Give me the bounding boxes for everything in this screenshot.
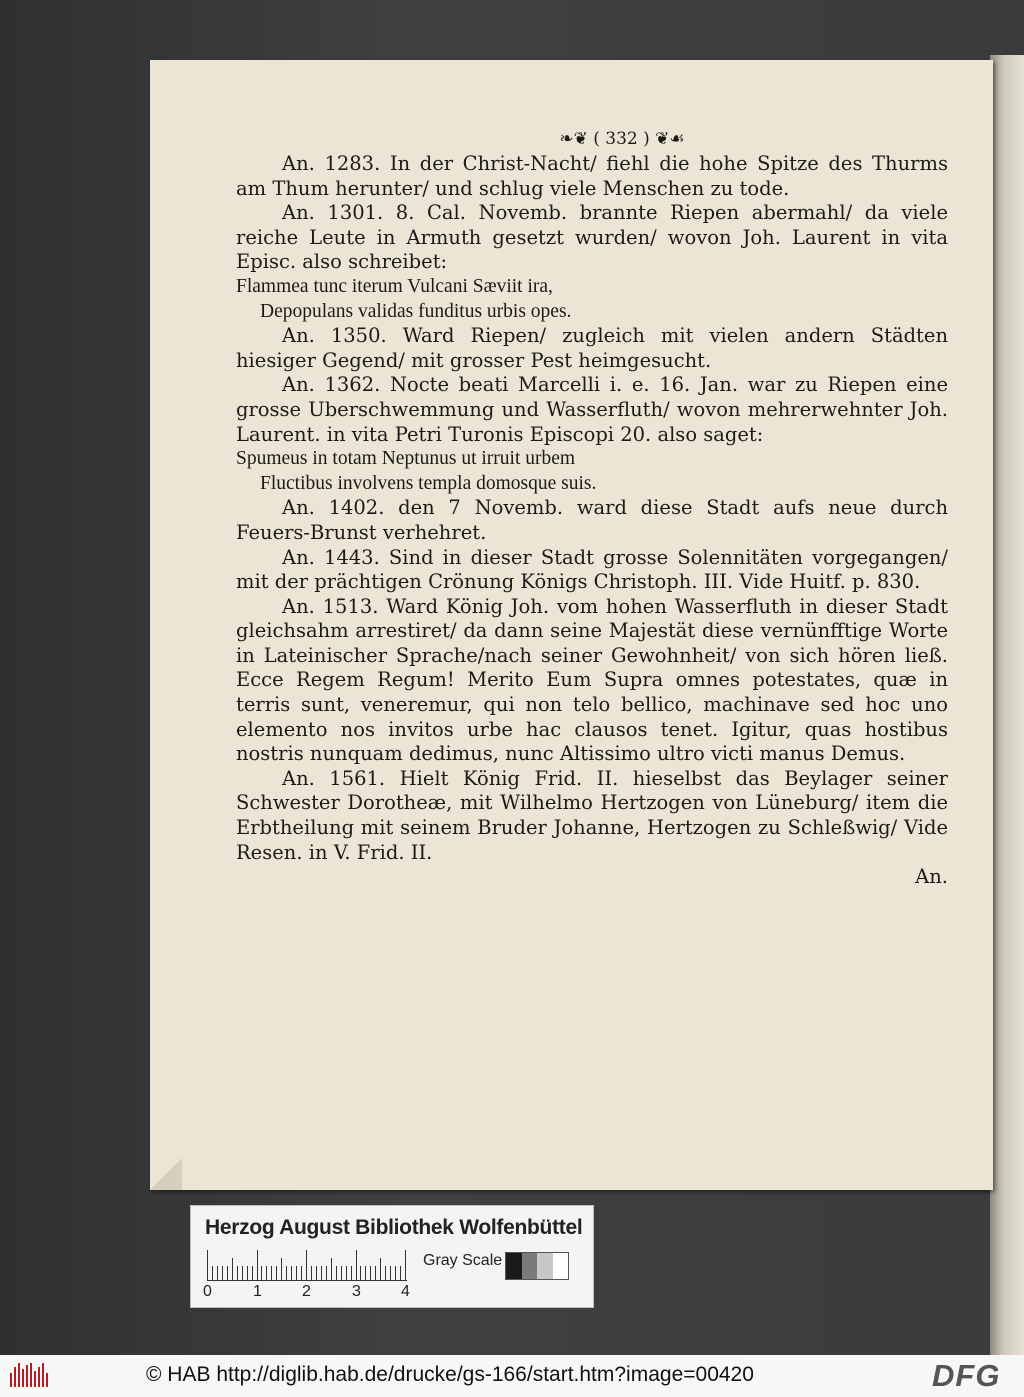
ruler-tick xyxy=(326,1266,327,1280)
ruler-tick xyxy=(301,1266,302,1280)
ruler-tick xyxy=(227,1266,228,1280)
ruler-baseline xyxy=(207,1280,407,1281)
ruler-tick xyxy=(291,1266,292,1280)
library-title: Herzog August Bibliothek Wolfenbüttel xyxy=(205,1216,583,1239)
ruler-number: 4 xyxy=(401,1283,410,1300)
gray-scale-label: Gray Scale xyxy=(423,1252,503,1269)
ruler-tick xyxy=(207,1250,208,1280)
hab-logo-icon xyxy=(10,1363,50,1387)
ruler-tick xyxy=(247,1266,248,1280)
ruler-tick xyxy=(375,1266,376,1280)
ruler-tick xyxy=(385,1266,386,1280)
color-ruler-card xyxy=(190,1205,594,1308)
ruler-tick xyxy=(232,1258,233,1280)
page-text xyxy=(236,128,948,890)
page-corner-fold xyxy=(150,1158,182,1190)
ornament-left-icon: ❧❦ xyxy=(559,129,594,149)
entry-1513: An. 1513. Ward König Joh. vom hohen Wasserfluth in dieser Stadt gleichsahm arrestiret/ da dann seine Majestät diese vernünfftige Worte in Lateinischer Sprache/nach seiner Gewohnheit/ von sich hören ließ. Ecce Regem Regum! Merito Eum Supra omnes potestates, quæ in terris sunt, veneremur, qui non telo bellico, machinave sed hoc uno elemento nos invitos urbe hac clausos tenet. Igitur, quas hostibus nostris nunquam dedimus, nunc Altissimo ultro victi manus Demus. xyxy=(236,594,948,766)
ruler-tick xyxy=(400,1266,401,1280)
ruler-tick xyxy=(405,1250,406,1280)
ruler-tick xyxy=(316,1266,317,1280)
verse-line: Depopulans validas funditus urbis opes. xyxy=(260,300,572,322)
ruler-tick xyxy=(217,1266,218,1280)
ruler-tick xyxy=(321,1266,322,1280)
entry-1362: An. 1362. Nocte beati Marcelli i. e. 16. Jan. war zu Riepen eine grosse Uberschwemmung und Wasserfluth/ wovon mehrerwehnter Joh. Laurent. in vita Petri Turonis Episcopi 20. also saget: xyxy=(236,373,948,446)
ruler-tick xyxy=(242,1266,243,1280)
footer-bar xyxy=(0,1355,1024,1397)
footer-credit-link[interactable]: © HAB http://diglib.hab.de/drucke/gs-166/start.htm?image=00420 xyxy=(146,1363,754,1386)
ruler-tick xyxy=(286,1266,287,1280)
ruler-tick xyxy=(311,1266,312,1280)
ruler-tick xyxy=(212,1266,213,1280)
entry-1301: An. 1301. 8. Cal. Novemb. brannte Riepen abermahl/ da viele reiche Leute in Armuth gesetzt wurden/ wovon Joh. Laurent in vita Episc. also schreibet: xyxy=(236,201,948,274)
gray-swatch xyxy=(537,1253,553,1279)
verse-line: Spumeus in totam Neptunus ut irruit urbem xyxy=(236,448,576,470)
ruler-number: 3 xyxy=(352,1283,361,1300)
ruler-tick xyxy=(380,1258,381,1280)
ruler-tick xyxy=(390,1266,391,1280)
ruler-number: 1 xyxy=(253,1283,262,1300)
ruler-tick xyxy=(266,1266,267,1280)
entry-1283: An. 1283. In der Christ-Nacht/ fiehl die hohe Spitze des Thurms am Thum herunter/ und schlug viele Menschen zu tode. xyxy=(236,152,948,200)
ornament-right-icon: ❦☙ xyxy=(649,129,685,149)
ruler-tick xyxy=(360,1266,361,1280)
ruler-tick xyxy=(346,1266,347,1280)
gray-swatch xyxy=(553,1253,569,1279)
gray-swatch xyxy=(506,1253,522,1279)
ruler-number: 2 xyxy=(302,1283,311,1300)
ruler-tick xyxy=(370,1266,371,1280)
ruler-tick xyxy=(222,1266,223,1280)
verse-line: Flammea tunc iterum Vulcani Sæviit ira, xyxy=(236,275,553,297)
dfg-logo: DFG xyxy=(932,1358,1001,1393)
ruler-tick xyxy=(341,1266,342,1280)
gray-swatch xyxy=(522,1253,538,1279)
ruler-tick xyxy=(296,1266,297,1280)
entry-1561: An. 1561. Hielt König Frid. II. hieselbst das Beylager seiner Schwester Dorotheæ, mit Wilhelmo Hertzogen von Lüneburg/ item die Erbtheilung mit seinem Bruder Johanne, Hertzogen zu Schleßwig/ Vide Resen. in V. Frid. II. xyxy=(236,766,948,864)
page-header xyxy=(296,128,948,150)
verse-line: Fluctibus involvens templa domosque suis. xyxy=(260,472,597,494)
ruler-number: 0 xyxy=(203,1283,212,1300)
gray-scale-swatches xyxy=(505,1252,569,1280)
ruler-tick xyxy=(257,1250,258,1280)
page-number: ( 332 ) xyxy=(593,129,650,149)
entry-1443: An. 1443. Sind in dieser Stadt grosse Solennitäten vorgegangen/ mit der prächtigen Crönung Königs Christoph. III. Vide Huitf. p. 830. xyxy=(236,545,948,594)
ruler-tick xyxy=(252,1266,253,1280)
entry-1402: An. 1402. den 7 Novemb. ward diese Stadt aufs neue durch Feuers-Brunst verhehret. xyxy=(236,496,948,544)
ruler-tick xyxy=(336,1266,337,1280)
ruler-tick xyxy=(395,1266,396,1280)
ruler-tick xyxy=(237,1266,238,1280)
ruler-tick xyxy=(365,1266,366,1280)
ruler-tick xyxy=(261,1266,262,1280)
ruler-tick xyxy=(356,1250,357,1280)
ruler-tick xyxy=(276,1266,277,1280)
ruler-tick xyxy=(351,1266,352,1280)
next-page-edge xyxy=(990,55,1024,1355)
ruler-tick xyxy=(271,1266,272,1280)
ruler-tick xyxy=(331,1258,332,1280)
ruler-tick xyxy=(306,1250,307,1280)
ruler-tick xyxy=(281,1258,282,1280)
catchword: An. xyxy=(915,865,948,889)
entry-1350: An. 1350. Ward Riepen/ zugleich mit vielen andern Städten hiesiger Gegend/ mit grosser Pest heimgesucht. xyxy=(236,324,948,372)
